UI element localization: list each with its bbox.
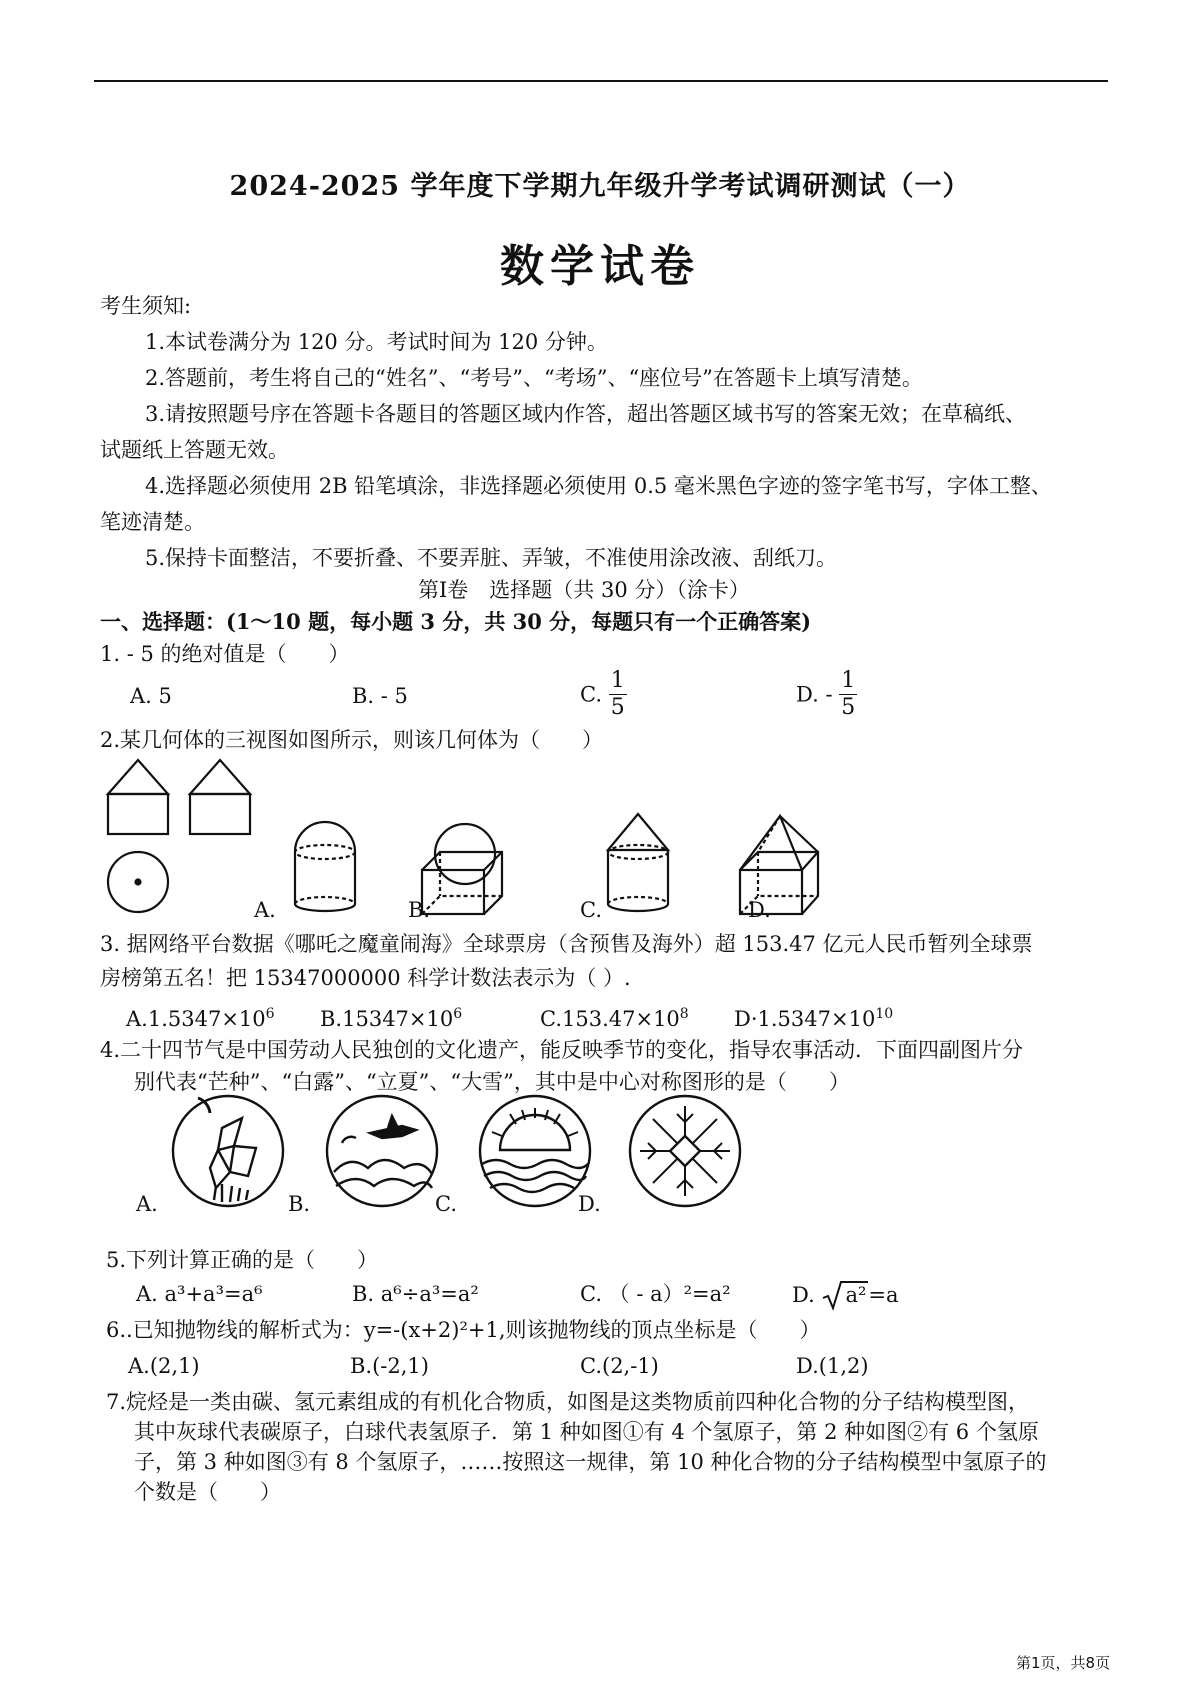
exam-title: 2024-2025 学年度下学期九年级升学考试调研测试（一）	[229, 171, 971, 202]
front-view-triangle	[108, 760, 168, 794]
q3-option-c-base: C.153.47×10	[540, 1007, 680, 1031]
q3-stem-line-1: 3. 据网络平台数据《哪吒之魔童闹海》全球票房（含预售及海外）超 153.47 亿元人民币暂列全球票	[100, 932, 1033, 956]
front-view-rect	[108, 794, 168, 834]
q3-option-b	[320, 1000, 462, 1033]
q5-option-d	[792, 1280, 899, 1310]
q1-c-numerator: 1	[610, 668, 625, 693]
q5-option-d-rest: =a	[868, 1283, 899, 1307]
q1-option-d-label: D. -	[796, 682, 833, 707]
q3-option-d-base: D·1.5347×10	[734, 1007, 876, 1031]
q1-option-a: A. 5	[130, 684, 172, 708]
notice-item-4-cont: 笔迹清楚。	[100, 510, 205, 534]
side-view-triangle	[190, 760, 250, 794]
q5-stem: 5.下列计算正确的是（ ）	[106, 1248, 379, 1272]
q4-option-d: D.	[578, 1192, 601, 1216]
q7-stem-line-1: 7.烷烃是一类由碳、氢元素组成的有机化合物质，如图是这类物质前四种化合物的分子结构模型图，	[106, 1390, 1030, 1414]
notice-item-2: 2.答题前，考生将自己的“姓名”、“考号”、“考场”、“座位号”在答题卡上填写清楚。	[145, 366, 923, 390]
notice-item-1: 1.本试卷满分为 120 分。考试时间为 120 分钟。	[145, 330, 608, 354]
q4-option-c-image	[480, 1096, 590, 1206]
q4-option-a-image	[173, 1096, 283, 1206]
q6-option-b: B.(-2,1)	[350, 1354, 429, 1378]
q3-option-d	[734, 1000, 893, 1033]
q5-option-c: C. （ - a）²=a²	[580, 1282, 731, 1306]
q2-option-d: D.	[748, 898, 771, 922]
side-view-rect	[190, 794, 250, 834]
q3-option-a-exponent: 6	[265, 1006, 275, 1022]
radical-sign-icon	[821, 1280, 843, 1310]
q3-option-c-exponent: 8	[679, 1006, 689, 1022]
q1-option-c-fraction	[609, 668, 627, 721]
q1-option-c	[580, 668, 627, 721]
notice-heading: 考生须知:	[100, 294, 192, 318]
exam-subject: 数学试卷	[500, 241, 700, 292]
q5-option-d-radicand: a²	[845, 1283, 867, 1307]
top-rule	[94, 80, 1108, 82]
notice-item-4: 4.选择题必须使用 2B 铅笔填涂，非选择题必须使用 0.5 毫米黑色字迹的签字笔书写，字体工整、	[145, 474, 1052, 498]
q1-option-c-label: C.	[580, 682, 602, 707]
q3-option-c	[540, 1000, 689, 1033]
q7-stem-line-2: 其中灰球代表碳原子，白球代表氢原子．第 1 种如图①有 4 个氢原子，第 2 种如图②有 6 个氢原	[134, 1420, 1039, 1444]
notice-item-3: 3.请按照题号序在答题卡各题目的答题区域内作答，超出答题区域书写的答案无效；在草稿纸、	[145, 402, 1027, 426]
q4-option-c: C.	[435, 1192, 457, 1216]
q4-stem-line-2: 别代表“芒种”、“白露”、“立夏”、“大雪”，其中是中心对称图形的是（ ）	[134, 1070, 850, 1094]
q5-option-b: B. a⁶÷a³=a²	[352, 1282, 479, 1306]
q3-option-b-base: B.15347×10	[320, 1007, 454, 1031]
q1-c-denominator: 5	[610, 695, 625, 720]
q1-option-d-fraction	[839, 668, 857, 721]
q6-option-a: A.(2,1)	[128, 1354, 200, 1378]
q1-d-denominator: 5	[841, 695, 856, 720]
q1-d-numerator: 1	[841, 668, 856, 693]
top-view-center-dot	[136, 880, 141, 885]
q1-option-b: B. - 5	[352, 684, 408, 708]
q2-option-a-solid	[295, 822, 355, 911]
q3-option-a	[126, 1000, 275, 1033]
q3-stem-line-2: 房榜第五名！把 15347000000 科学计数法表示为（ ）.	[100, 966, 631, 990]
q2-option-c-solid	[608, 814, 668, 911]
q3-option-d-exponent: 10	[875, 1006, 894, 1022]
q5-option-a: A. a³+a³=a⁶	[136, 1282, 263, 1306]
q4-option-b-image	[327, 1096, 437, 1206]
q4-option-d-image	[630, 1096, 740, 1206]
q1-stem: 1. - 5 的绝对值是（ ）	[100, 642, 350, 666]
q6-option-d: D.(1,2)	[796, 1354, 869, 1378]
q3-option-b-exponent: 6	[453, 1006, 463, 1022]
q5-option-d-label: D.	[792, 1283, 815, 1307]
q2-stem: 2.某几何体的三视图如图所示，则该几何体为（ ）	[100, 728, 604, 752]
q4-stem-line-1: 4.二十四节气是中国劳动人民独创的文化遗产，能反映季节的变化，指导农事活动．下面四副图片分	[100, 1038, 1024, 1062]
part-heading: 一、选择题：(1～10 题，每小题 3 分，共 30 分，每题只有一个正确答案)	[100, 609, 812, 634]
q3-option-a-base: A.1.5347×10	[126, 1007, 266, 1031]
q2-option-a: A.	[254, 898, 276, 922]
q4-option-b: B.	[288, 1192, 311, 1216]
q2-option-b-solid	[422, 824, 502, 914]
q2-three-views-figure	[100, 752, 900, 922]
q2-option-c: C.	[580, 898, 602, 922]
q7-stem-line-3: 子，第 3 种如图③有 8 个氢原子，……按照这一规律，第 10 种化合物的分子结构模型中氢原子的	[134, 1450, 1047, 1474]
page-number: 第1页，共8页	[1016, 1654, 1111, 1672]
q6-stem: 6..已知抛物线的解析式为：y=-(x+2)²+1,则该抛物线的顶点坐标是（ ）	[106, 1318, 821, 1342]
section-heading: 第Ⅰ卷 选择题（共 30 分）（涂卡）	[418, 578, 750, 602]
q2-option-b: B.	[408, 898, 431, 922]
q1-option-d	[796, 668, 857, 721]
q7-stem-line-4: 个数是（ ）	[134, 1480, 281, 1504]
q4-option-a: A.	[136, 1192, 158, 1216]
q6-option-c: C.(2,-1)	[580, 1354, 659, 1378]
notice-item-5: 5.保持卡面整洁，不要折叠、不要弄脏、弄皱，不准使用涂改液、刮纸刀。	[145, 546, 838, 570]
notice-item-3-cont: 试题纸上答题无效。	[100, 438, 289, 462]
